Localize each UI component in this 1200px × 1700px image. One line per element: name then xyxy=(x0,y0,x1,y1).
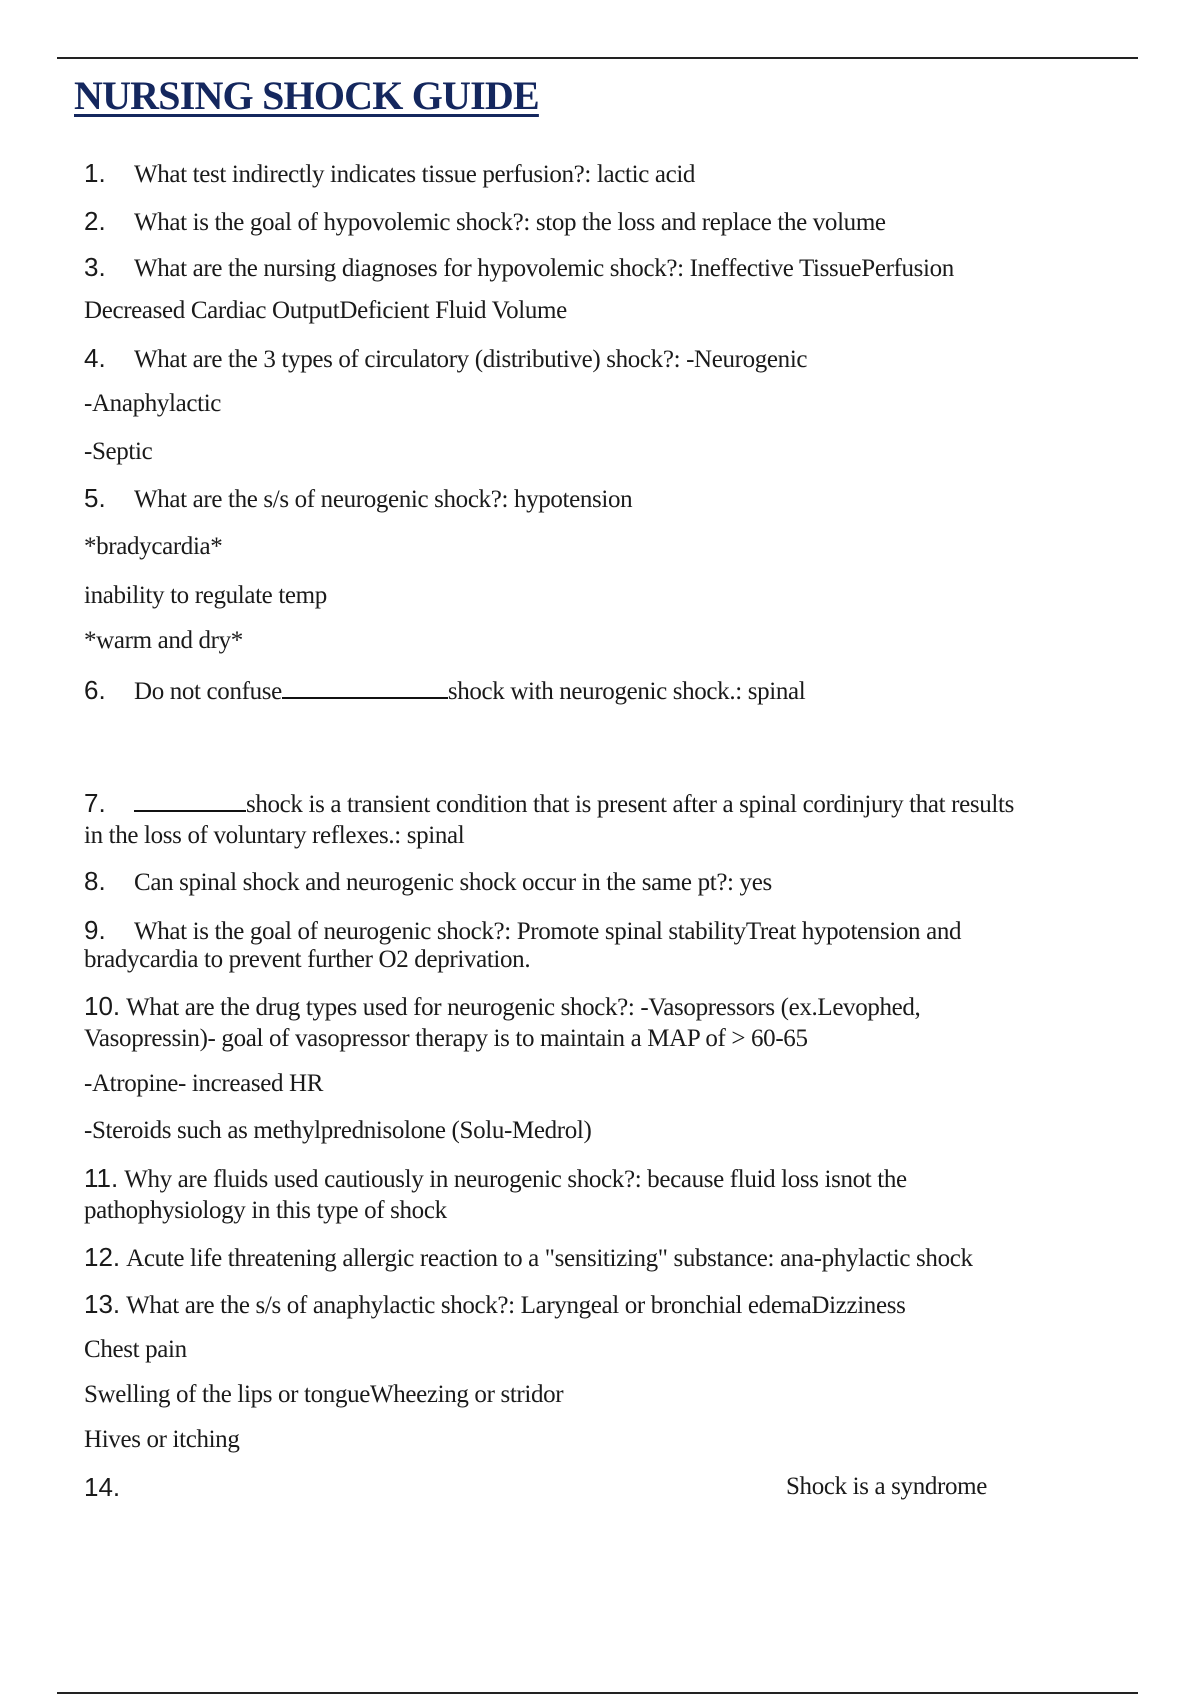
continuation-line xyxy=(84,1335,187,1365)
continuation-line xyxy=(84,1069,323,1099)
question-line xyxy=(84,788,1014,820)
question-line xyxy=(84,866,772,898)
item-number: 8. xyxy=(84,866,106,896)
question-line xyxy=(84,1472,126,1504)
continuation-line xyxy=(84,532,222,562)
item-number: 3. xyxy=(84,252,106,282)
line-text: -Anaphylactic xyxy=(84,390,222,417)
question-line xyxy=(84,1242,973,1274)
line-text: *warm and dry* xyxy=(84,627,243,654)
line-text: Why are fluids used cautiously in neurogenic shock?: because fluid loss isnot the xyxy=(124,1166,907,1193)
line-text: What is the goal of hypovolemic shock?: stop the loss and replace the volume xyxy=(134,209,886,236)
line-text: Chest pain xyxy=(84,1336,187,1363)
item-number: 2. xyxy=(84,206,106,236)
question-line xyxy=(84,991,920,1023)
item-number: 5. xyxy=(84,483,106,513)
continuation-line xyxy=(84,581,327,611)
continuation-line xyxy=(84,1380,563,1410)
top-rule xyxy=(57,57,1138,59)
item-number: 7. xyxy=(84,788,106,818)
bottom-rule xyxy=(57,1692,1138,1694)
line-text: Hives or itching xyxy=(84,1426,240,1453)
line-text: Decreased Cardiac OutputDeficient Fluid Volume xyxy=(84,297,567,324)
item-number: 1. xyxy=(84,158,106,188)
line-text: Do not confuse xyxy=(134,678,282,705)
line-text: Can spinal shock and neurogenic shock occur in the same pt?: yes xyxy=(134,869,772,896)
fill-in-blank xyxy=(282,677,448,699)
fill-in-blank xyxy=(134,790,246,812)
continuation-line xyxy=(84,1116,591,1146)
line-text: What are the 3 types of circulatory (distributive) shock?: -Neurogenic xyxy=(134,346,808,373)
continuation-line xyxy=(84,437,152,467)
line-text: Swelling of the lips or tongueWheezing or stridor xyxy=(84,1381,564,1408)
right-aligned-text: Shock is a syndrome xyxy=(786,1473,987,1500)
line-text: bradycardia to prevent further O2 deprivation. xyxy=(84,946,531,973)
question-line xyxy=(84,343,807,375)
line-text-after-blank: shock is a transient condition that is present after a spinal cordinjury that results xyxy=(246,791,1014,818)
item-number: 11. xyxy=(84,1163,119,1193)
line-text-after-blank: shock with neurogenic shock.: spinal xyxy=(447,678,806,705)
question-line xyxy=(84,158,695,190)
line-text: -Septic xyxy=(84,438,153,465)
line-text: in the loss of voluntary reflexes.: spinal xyxy=(84,822,465,849)
item-number: 9. xyxy=(84,915,106,945)
line-text: *bradycardia* xyxy=(84,533,223,560)
question-line xyxy=(84,206,886,238)
line-text: Acute life threatening allergic reaction to a "sensitizing" substance: ana-phylactic shock xyxy=(126,1245,973,1272)
line-text: -Atropine- increased HR xyxy=(84,1070,324,1097)
line-text: What is the goal of neurogenic shock?: Promote spinal stabilityTreat hypotension and xyxy=(134,918,962,945)
continuation-line xyxy=(84,821,464,851)
continuation-line xyxy=(84,296,567,326)
continuation-line xyxy=(84,945,530,975)
item-number: 10. xyxy=(84,991,121,1021)
question-line xyxy=(84,675,805,707)
question-line xyxy=(84,1289,905,1321)
item-number: 6. xyxy=(84,675,106,705)
line-text: pathophysiology in this type of shock xyxy=(84,1197,447,1224)
question-line xyxy=(84,483,632,515)
item-number: 14. xyxy=(84,1472,121,1502)
continuation-line xyxy=(84,389,221,419)
line-text: inability to regulate temp xyxy=(84,582,327,609)
item-number: 13. xyxy=(84,1289,121,1319)
line-text: What are the s/s of anaphylactic shock?: Laryngeal or bronchial edemaDizziness xyxy=(126,1292,906,1319)
line-text: Vasopressin)- goal of vasopressor therapy is to maintain a MAP of > 60-65 xyxy=(84,1025,808,1052)
continuation-line xyxy=(84,626,243,656)
item-number: 12. xyxy=(84,1242,121,1272)
item-number: 4. xyxy=(84,343,106,373)
line-text: What are the s/s of neurogenic shock?: hypotension xyxy=(134,486,633,513)
continuation-line xyxy=(84,1196,447,1226)
continuation-line xyxy=(84,1024,808,1054)
line-text: What are the drug types used for neurogenic shock?: -Vasopressors (ex.Levophed, xyxy=(126,994,921,1021)
question-line xyxy=(84,1163,907,1195)
line-text: What test indirectly indicates tissue perfusion?: lactic acid xyxy=(134,161,696,188)
line-text: What are the nursing diagnoses for hypovolemic shock?: Ineffective TissuePerfusion xyxy=(134,255,954,282)
question-line xyxy=(84,915,961,947)
line-text: -Steroids such as methylprednisolone (Solu-Medrol) xyxy=(84,1117,592,1144)
page-title: NURSING SHOCK GUIDE xyxy=(74,73,539,118)
continuation-line xyxy=(84,1425,239,1455)
question-line xyxy=(84,252,954,284)
